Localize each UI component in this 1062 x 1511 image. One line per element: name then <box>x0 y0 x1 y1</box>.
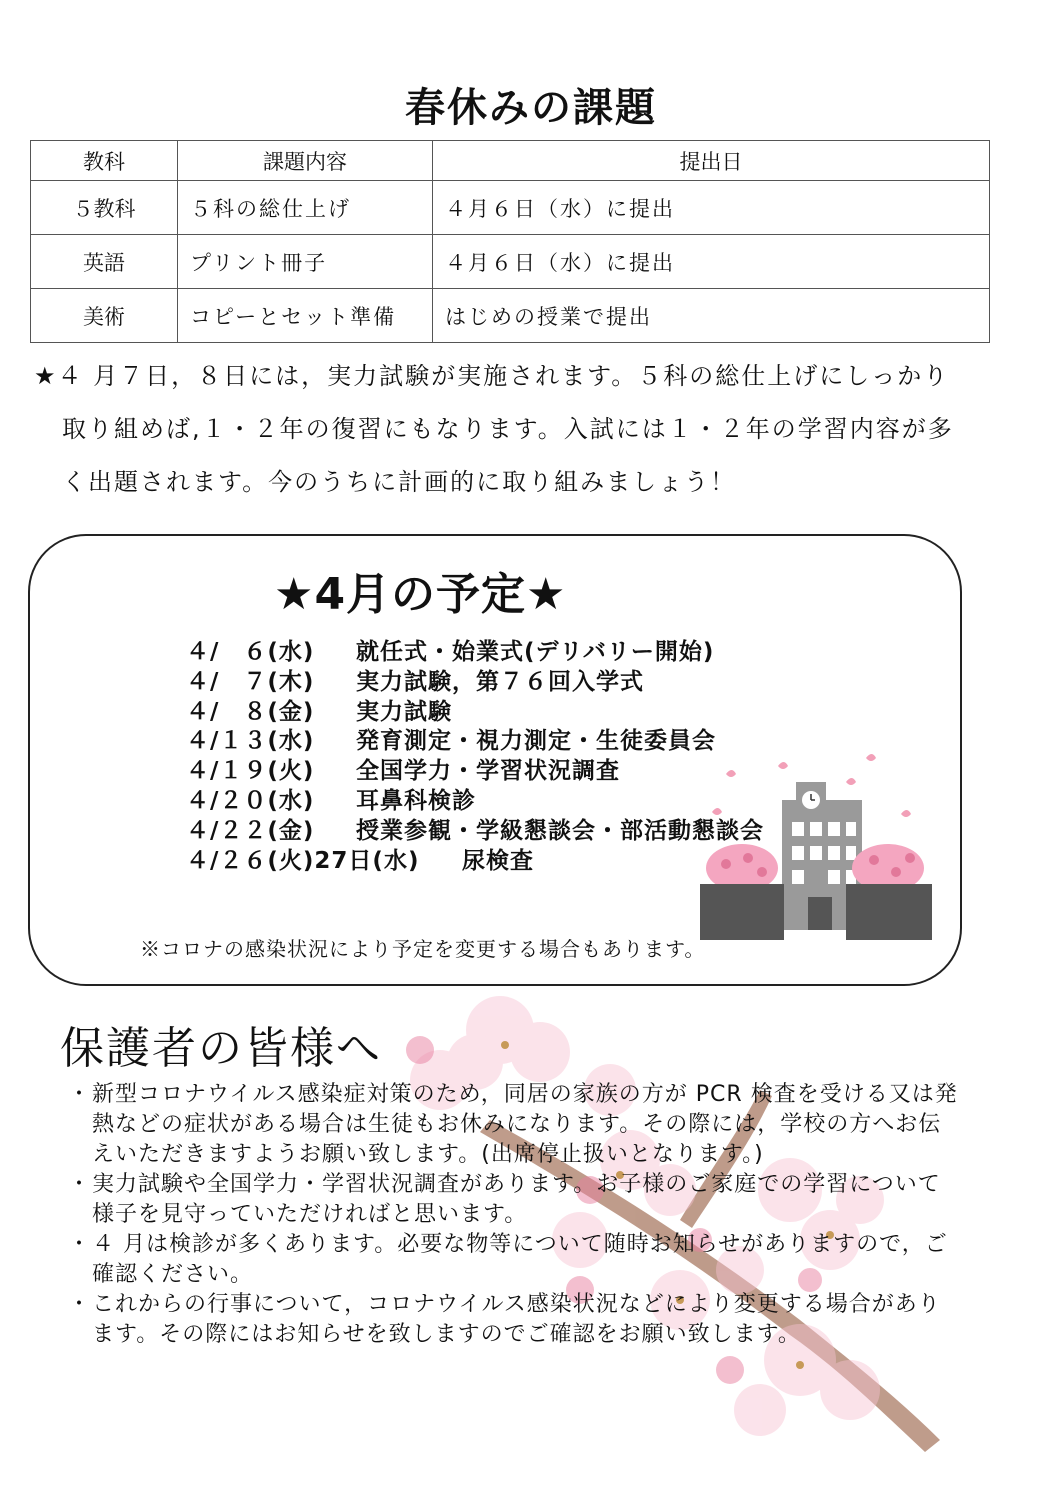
bullet: ・ <box>68 1232 92 1257</box>
list-item-text: これからの行事について，コロナウイルス感染状況などにより変更する場合があります。その際にはお知らせを致しますのでご確認をお願い致します。 <box>92 1292 941 1347</box>
content-cell: コピーとセット準備 <box>178 289 433 343</box>
note-line: く出題されます。今のうちに計画的に取り組みましょう！ <box>62 468 737 496</box>
schedule-date: ４/１９(火) <box>186 758 315 785</box>
parents-title: 保護者の皆様へ <box>60 1023 382 1074</box>
school-building-cherry-blossom-icon <box>696 752 936 947</box>
list-item <box>68 1170 958 1230</box>
list-item <box>68 1230 958 1290</box>
list-item <box>68 1080 958 1170</box>
subject-cell: 美術 <box>31 289 178 343</box>
schedule-event: 実力試験，第７６回入学式 <box>356 668 644 695</box>
bullet: ・ <box>68 1292 92 1317</box>
schedule-event: 実力試験 <box>356 698 452 725</box>
content-cell: ５科の総仕上げ <box>178 181 433 235</box>
schedule-date: ４/１３(水) <box>186 728 315 755</box>
schedule-event: 就任式・始業式(デリバリー開始) <box>356 639 715 665</box>
schedule-date: ４/ ８(金) <box>186 698 315 725</box>
col-content-header: 課題内容 <box>178 141 433 181</box>
schedule-item <box>186 782 764 812</box>
schedule-caveat: ※コロナの感染状況により予定を変更する場合もあります。 <box>140 937 706 961</box>
schedule-date: ４/２２(金) <box>186 817 315 844</box>
homework-table <box>30 140 990 343</box>
list-item-text: ４ 月は検診が多くあります。必要な物等について随時お知らせがありますので，ご確認ください。 <box>92 1232 948 1287</box>
note-line: ★４ 月７日，８日には，実力試験が実施されます。５科の総仕上げにしっかり <box>34 362 950 390</box>
schedule-item <box>186 752 764 785</box>
col-subject-header: 教科 <box>31 141 178 181</box>
schedule-date: ４/２０(水) <box>186 787 315 814</box>
schedule-event: 授業参観・学級懇談会・部活動懇談会 <box>356 817 764 844</box>
subject-cell: ５教科 <box>31 181 178 235</box>
note-line: 取り組めば,１・２年の復習にもなります。入試には１・２年の学習内容が多 <box>62 415 954 443</box>
schedule-event: 尿検査 <box>462 847 534 874</box>
schedule-event: 全国学力・学習状況調査 <box>356 758 620 785</box>
schedule-item <box>186 722 764 755</box>
schedule-item <box>186 693 764 723</box>
table-row <box>31 181 990 235</box>
bullet: ・ <box>68 1172 92 1197</box>
list-item-text: 実力試験や全国学力・学習状況調査があります。お子様のご家庭での学習について様子を見守っていただければと思います。 <box>92 1172 941 1227</box>
table-row <box>31 289 990 343</box>
schedule-date: ４/２６(火)27日(水) <box>186 847 420 874</box>
due-cell: はじめの授業で提出 <box>433 289 990 343</box>
content-cell: プリント冊子 <box>178 235 433 289</box>
col-due-header: 提出日 <box>433 141 990 181</box>
schedule-title: ★4月の予定★ <box>274 569 567 620</box>
exam-note <box>34 350 1034 509</box>
due-cell: ４月６日（水）に提出 <box>433 235 990 289</box>
table-header-row <box>31 141 990 181</box>
schedule-event: 発育測定・視力測定・生徒委員会 <box>356 728 716 755</box>
schedule-item <box>186 812 764 842</box>
due-cell: ４月６日（水）に提出 <box>433 181 990 235</box>
schedule-date: ４/ ６(水) <box>186 639 315 665</box>
table-row <box>31 235 990 289</box>
homework-title: 春休みの課題 <box>405 85 657 131</box>
bullet: ・ <box>68 1082 92 1107</box>
subject-cell: 英語 <box>31 235 178 289</box>
schedule-item <box>186 633 764 663</box>
list-item-text: 新型コロナウイルス感染症対策のため，同居の家族の方が PCR 検査を受ける又は発熱などの症状がある場合は生徒もお休みになります。その際には，学校の方へお伝えいただきますようお願い致します。(出席停止扱いとなります。) <box>92 1082 958 1167</box>
schedule-item <box>186 842 764 872</box>
schedule-list <box>186 633 764 874</box>
schedule-event: 耳鼻科検診 <box>356 787 476 814</box>
schedule-date: ４/ ７(木) <box>186 668 315 695</box>
list-item <box>68 1290 958 1350</box>
schedule-item <box>186 663 764 693</box>
parents-list <box>68 1080 958 1350</box>
